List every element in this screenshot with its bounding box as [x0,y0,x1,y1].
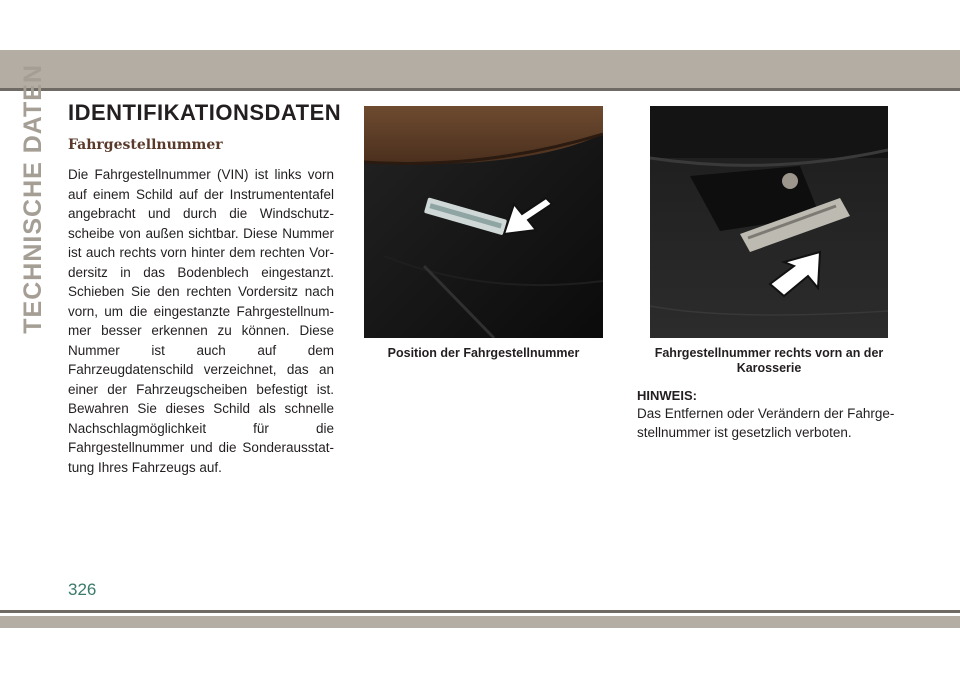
note-text: Das Entfernen oder Verändern der Fahrgestellnummer ist gesetzlich verboten. [637,406,895,440]
page-number: 326 [68,580,97,599]
section-title: IDENTIFIKATIONSDATEN [68,100,342,125]
dashboard-vin-illustration [364,106,603,338]
note-label: HINWEIS: [637,388,697,403]
floor-vin-illustration [650,106,888,338]
seat-bottom [650,106,888,158]
chapter-sidebar [14,64,52,334]
body-paragraph: Die Fahrgestellnummer (VIN) ist links vorn auf einem Schild auf der Instrumententafel angebracht und durch die Windschutzscheibe von außen sichtbar. Diese Nummer ist auch rechts vorn hinter dem rechten Vordersitz in das Bodenblech eingestanzt. Schieben Sie den rechten Vordersitz nach vorn, um die eingestanzte Fahrgestellnummer besser erkennen zu können. Diese Nummer ist auch auf dem Fahrzeugdatenschild verzeichnet, das an einer der Fahrzeugscheiben befestigt ist. Bewahren Sie dieses Schild als schnelle Nachschlagmöglichkeit für die Fahrgestellnummer und die Sonderausstattung Ihres Fahrzeugs auf. [68,167,334,475]
chapter-label: TECHNISCHE DATEN [18,64,47,334]
footer-rule [0,610,960,613]
header-band [0,50,960,88]
figure-caption-floor: Fahrgestellnummer rechts vorn an der Karosserie [654,346,884,375]
section-subtitle: Fahrgestellnummer [68,137,223,153]
dashboard-vin-photo [364,106,603,338]
figure-caption-dashboard: Position der Fahrgestellnummer [387,346,580,360]
floor-vin-photo [650,106,888,338]
footer-band [0,616,960,628]
header-rule [0,88,960,91]
